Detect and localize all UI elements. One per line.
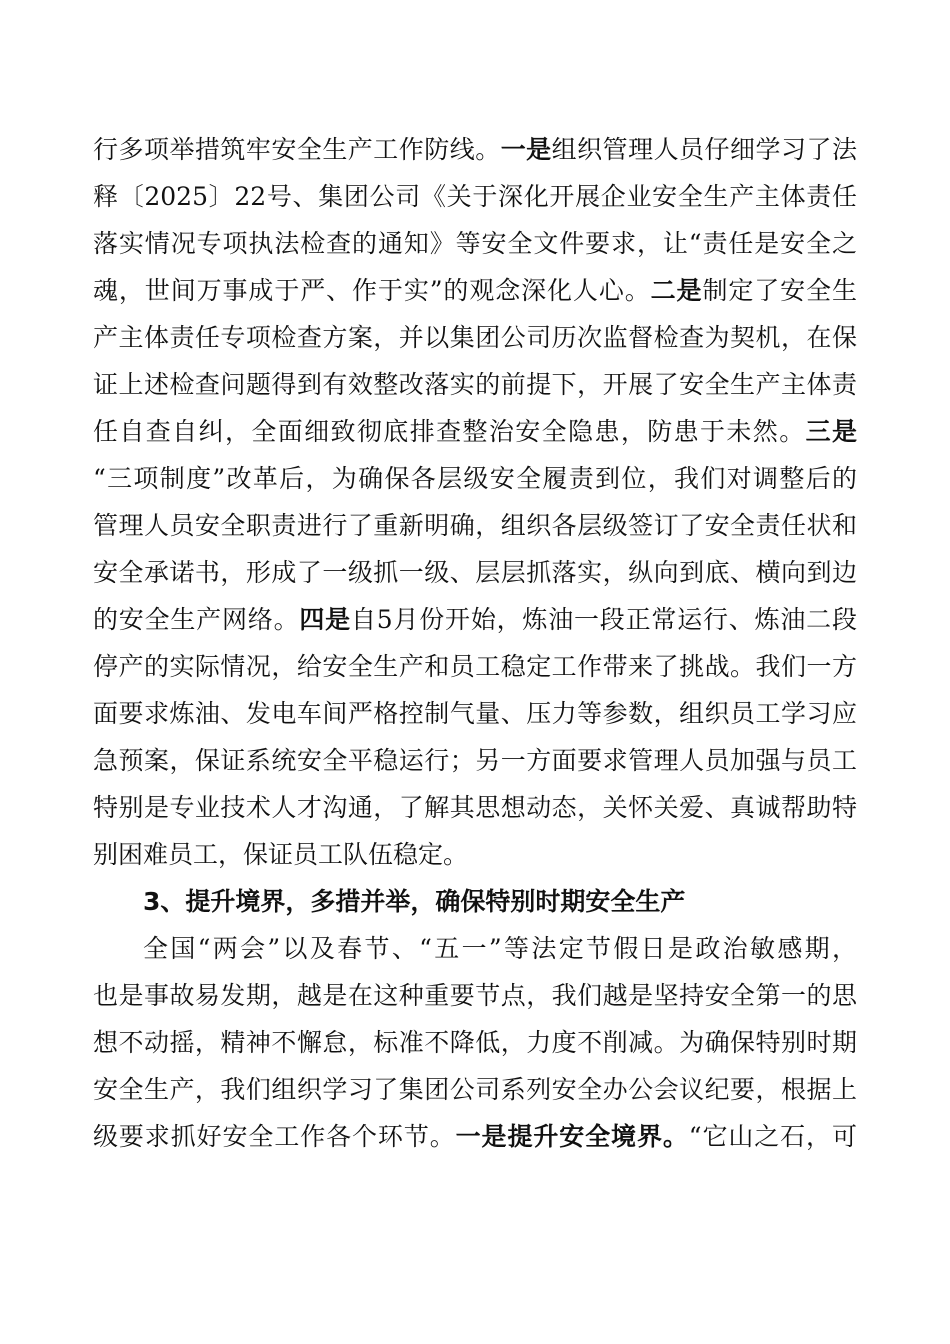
paragraph2-line-2: 也是事故易发期，越是在这种重要节点，我们越是坚持安全第一的思 [93,981,857,1010]
paragraph1-line-2: 释〔2025〕22号、集团公司《关于深化开展企业安全生产主体责任 [93,182,857,211]
bold-marker: 二是 [650,276,703,305]
paragraph1-line-3: 落实情况专项执法检查的通知》等安全文件要求，让“责任是安全之 [93,229,857,258]
paragraph1-line-15: 特别是专业技术人才沟通，了解其思想动态，关怀关爱、真诚帮助特 [93,793,857,822]
paragraph1-line-14: 急预案，保证系统安全平稳运行；另一方面要求管理人员加强与员工 [93,746,857,775]
paragraph1-line-16: 别困难员工，保证员工队伍稳定。 [93,840,469,869]
paragraph1-line-11: 的安全生产网络。四是自5月份开始，炼油一段正常运行、炼油二段 [93,605,857,634]
paragraph1-line-7: 任自查自纠，全面细致彻底排查整治安全隐患，防患于未然。三是 [93,417,857,446]
bold-marker: 一是 [500,135,552,164]
paragraph2-line-1: 全国“两会”以及春节、“五一”等法定节假日是政治敏感期， [143,934,857,963]
bold-marker: 一是提升安全境界。 [455,1122,689,1151]
paragraph1-line-5: 产主体责任专项检查方案，并以集团公司历次监督检查为契机，在保 [93,323,857,352]
paragraph2-line-4: 安全生产，我们组织学习了集团公司系列安全办公会议纪要，根据上 [93,1075,857,1104]
paragraph1-line-10: 安全承诺书，形成了一级抓一级、层层抓落实，纵向到底、横向到边 [93,558,857,587]
paragraph1-line-1: 行多项举措筑牢安全生产工作防线。一是组织管理人员仔细学习了法 [93,135,857,164]
paragraph1-line-13: 面要求炼油、发电车间严格控制气量、压力等参数，组织员工学习应 [93,699,857,728]
paragraph2-line-5: 级要求抓好安全工作各个环节。一是提升安全境界。“它山之石，可 [93,1122,857,1151]
paragraph2-line-3: 想不动摇，精神不懈怠，标准不降低，力度不削减。为确保特别时期 [93,1028,857,1057]
section-heading: 3、提升境界，多措并举，确保特别时期安全生产 [143,887,686,916]
paragraph1-line-9: 管理人员安全职责进行了重新明确，组织各层级签订了安全责任状和 [93,511,857,540]
paragraph1-line-6: 证上述检查问题得到有效整改落实的前提下，开展了安全生产主体责 [93,370,857,399]
paragraph1-line-8: “三项制度”改革后，为确保各层级安全履责到位，我们对调整后的 [93,464,857,493]
bold-marker: 四是 [299,605,351,634]
bold-marker: 三是 [805,417,857,446]
paragraph1-line-4: 魂，世间万事成于严、作于实”的观念深化人心。二是制定了安全生 [93,276,857,305]
paragraph1-line-12: 停产的实际情况，给安全生产和员工稳定工作带来了挑战。我们一方 [93,652,857,681]
